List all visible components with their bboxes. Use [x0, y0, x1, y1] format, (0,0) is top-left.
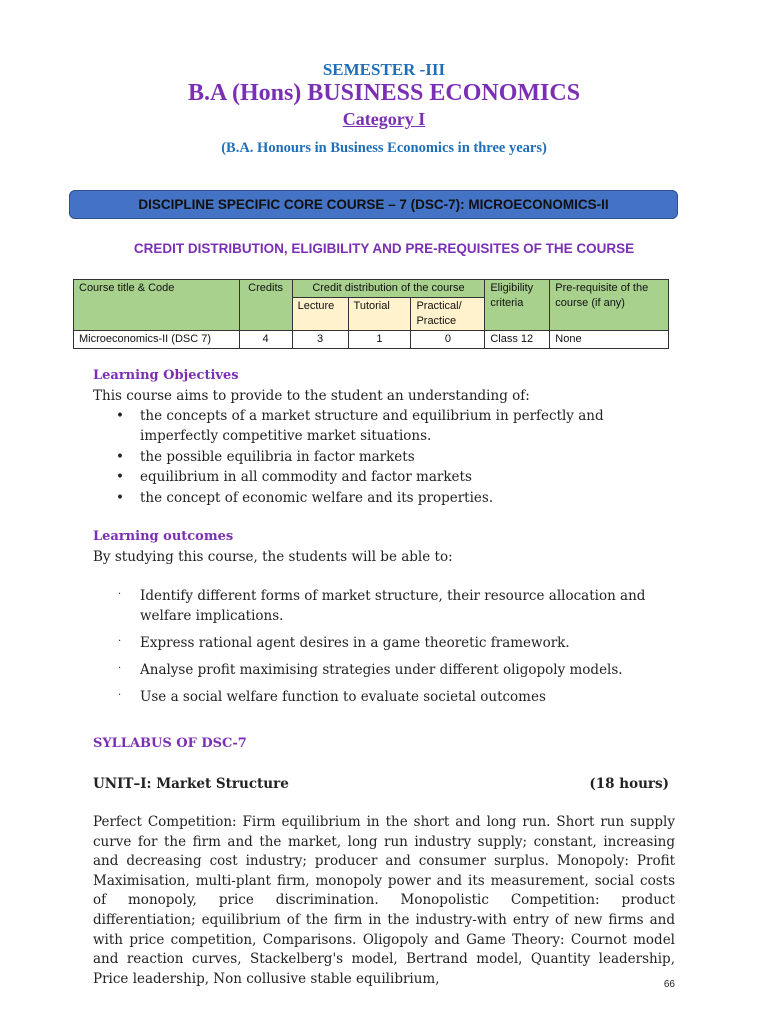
objectives-heading: Learning Objectives: [93, 368, 239, 383]
cell-prereq: None: [550, 331, 669, 349]
table-row: [74, 331, 669, 349]
header-distribution: Credit distribution of the course: [292, 280, 485, 298]
bullet-icon: •: [116, 469, 124, 485]
header-prereq: Pre-requisite of the course (if any): [550, 280, 669, 331]
unit-description: Perfect Competition: Firm equilibrium in the short and long run. Short run supply curve for the firm and the market, long run industry supply; constant, increasing and decreasing cost industry; producer and consumer surplus. Monopoly: Profit Maximisation, multi-plant firm, monopoly power and its measurement, social costs of monopoly, price discrimination. Monopolistic Competition: product differentiation; equilibrium of the firm in the industry-with entry of new firms and with price competition, Comparisons. Oligopoly and Game Theory: Cournot model and reaction curves, Stackelberg's model, Bertrand model, Quantity leadership, Price leadership, Non collusive stable equilibrium,: [93, 814, 675, 987]
cell-credits: 4: [239, 331, 292, 349]
list-item: the concepts of a market structure and equilibrium in perfectly and imperfectly competitive market situations.: [140, 408, 604, 444]
page-number: 66: [663, 979, 675, 990]
dot-bullet-icon: ·: [118, 690, 122, 701]
list-item: Analyse profit maximising strategies under different oligopoly models.: [140, 662, 623, 678]
cell-eligibility: Class 12: [485, 331, 550, 349]
syllabus-heading: SYLLABUS OF DSC-7: [93, 736, 247, 751]
bullet-icon: •: [116, 449, 124, 465]
semester-heading: SEMESTER -III: [322, 60, 446, 79]
outcomes-intro: By studying this course, the students will be able to:: [93, 549, 453, 565]
cell-lecture: 3: [292, 331, 348, 349]
unit-hours: (18 hours): [589, 776, 669, 792]
course-banner-text: DISCIPLINE SPECIFIC CORE COURSE – 7 (DSC-7): MICROECONOMICS-II: [138, 197, 609, 212]
list-item: Use a social welfare function to evaluate societal outcomes: [140, 689, 546, 705]
category-label: Category I: [342, 109, 426, 129]
bullet-icon: •: [116, 408, 124, 424]
cell-course: Microeconomics-II (DSC 7): [74, 331, 240, 349]
programme-subtitle: (B.A. Honours in Business Economics in three years): [221, 140, 547, 156]
dot-bullet-icon: ·: [118, 663, 122, 674]
credit-table: [73, 279, 669, 349]
list-item: Identify different forms of market structure, their resource allocation and welfare implications.: [140, 588, 646, 624]
list-item: the concept of economic welfare and its properties.: [140, 490, 494, 506]
list-item: Express rational agent desires in a game theoretic framework.: [140, 635, 570, 651]
header-practical: Practical/ Practice: [411, 298, 485, 331]
bullet-icon: •: [116, 490, 124, 506]
header-tutorial: Tutorial: [348, 298, 411, 331]
dot-bullet-icon: ·: [118, 636, 122, 647]
page-title: B.A (Hons) BUSINESS ECONOMICS: [187, 80, 581, 106]
list-item: the possible equilibria in factor markets: [140, 449, 415, 465]
course-banner: [69, 190, 678, 219]
dot-bullet-icon: ·: [118, 589, 122, 600]
list-item: equilibrium in all commodity and factor markets: [140, 469, 472, 485]
unit-title: UNIT–I: Market Structure: [93, 776, 289, 792]
header-eligibility: Eligibility criteria: [485, 280, 550, 331]
credit-heading: CREDIT DISTRIBUTION, ELIGIBILITY AND PRE-REQUISITES OF THE COURSE: [133, 241, 635, 256]
cell-practical: 0: [411, 331, 485, 349]
header-course: Course title & Code: [74, 280, 240, 331]
objectives-intro: This course aims to provide to the student an understanding of:: [93, 388, 530, 404]
header-credits: Credits: [239, 280, 292, 331]
header-lecture: Lecture: [292, 298, 348, 331]
outcomes-heading: Learning outcomes: [93, 529, 234, 544]
cell-tutorial: 1: [348, 331, 411, 349]
